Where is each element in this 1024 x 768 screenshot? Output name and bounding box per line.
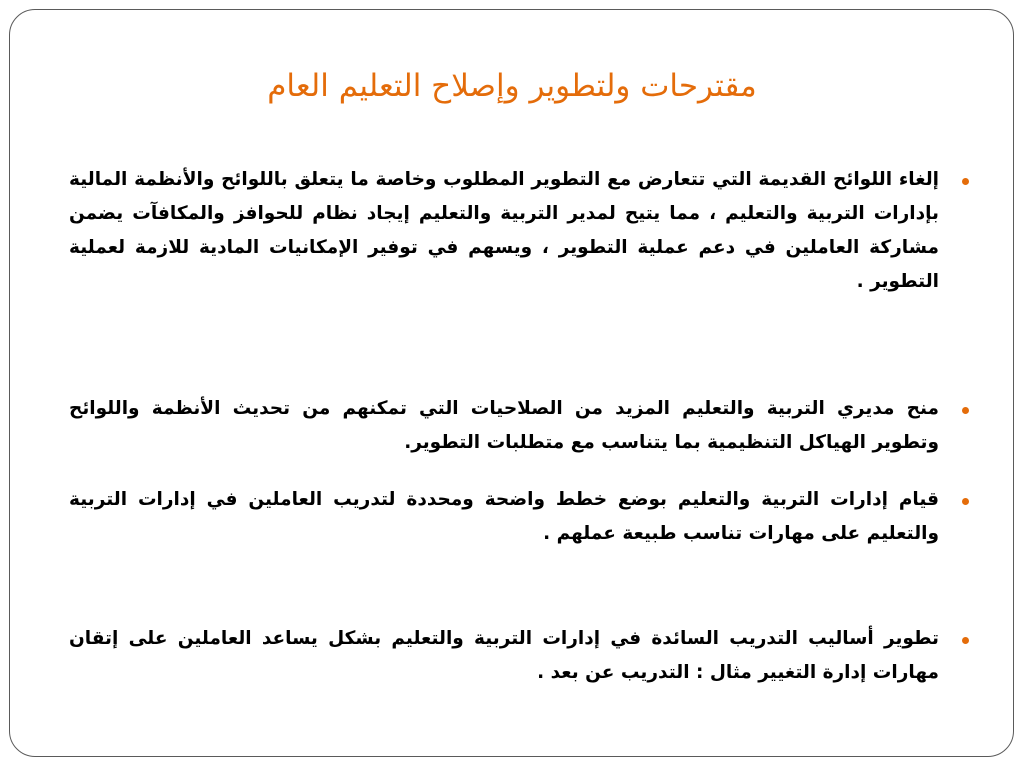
bullet-item-4 bbox=[69, 622, 969, 690]
bullet-text: قيام إدارات التربية والتعليم بوضع خطط واضحة ومحددة لتدريب العاملين في إدارات التربية والتعليم على مهارات تناسب طبيعة عملهم . bbox=[69, 489, 939, 544]
bullet-item-1 bbox=[69, 163, 969, 299]
bullet-dot-icon bbox=[962, 498, 969, 505]
slide-title: مقترحات ولتطوير وإصلاح التعليم العام bbox=[267, 68, 757, 104]
bullet-dot-icon bbox=[962, 637, 969, 644]
bullet-text: تطوير أساليب التدريب السائدة في إدارات التربية والتعليم بشكل يساعد العاملين على إتقان مهارات إدارة التغيير مثال : التدريب عن بعد . bbox=[69, 628, 939, 683]
bullet-item-2 bbox=[69, 392, 969, 460]
bullet-dot-icon bbox=[962, 178, 969, 185]
bullet-dot-icon bbox=[962, 407, 969, 414]
bullet-item-3 bbox=[69, 483, 969, 551]
bullet-text: منح مديري التربية والتعليم المزيد من الصلاحيات التي تمكنهم من تحديث الأنظمة واللوائح وتطوير الهياكل التنظيمية بما يتناسب مع متطلبات التطوير. bbox=[69, 398, 939, 453]
bullet-text: إلغاء اللوائح القديمة التي تتعارض مع التطوير المطلوب وخاصة ما يتعلق باللوائح والأنظمة المالية بإدارات التربية والتعليم ، مما يتيح لمدير التربية والتعليم إيجاد نظام للحوافز والمكافآت يضمن مشاركة العاملين في دعم عملية التطوير ، ويسهم في توفير الإمكانيات المادية للازمة لعملية التطوير . bbox=[69, 169, 939, 292]
